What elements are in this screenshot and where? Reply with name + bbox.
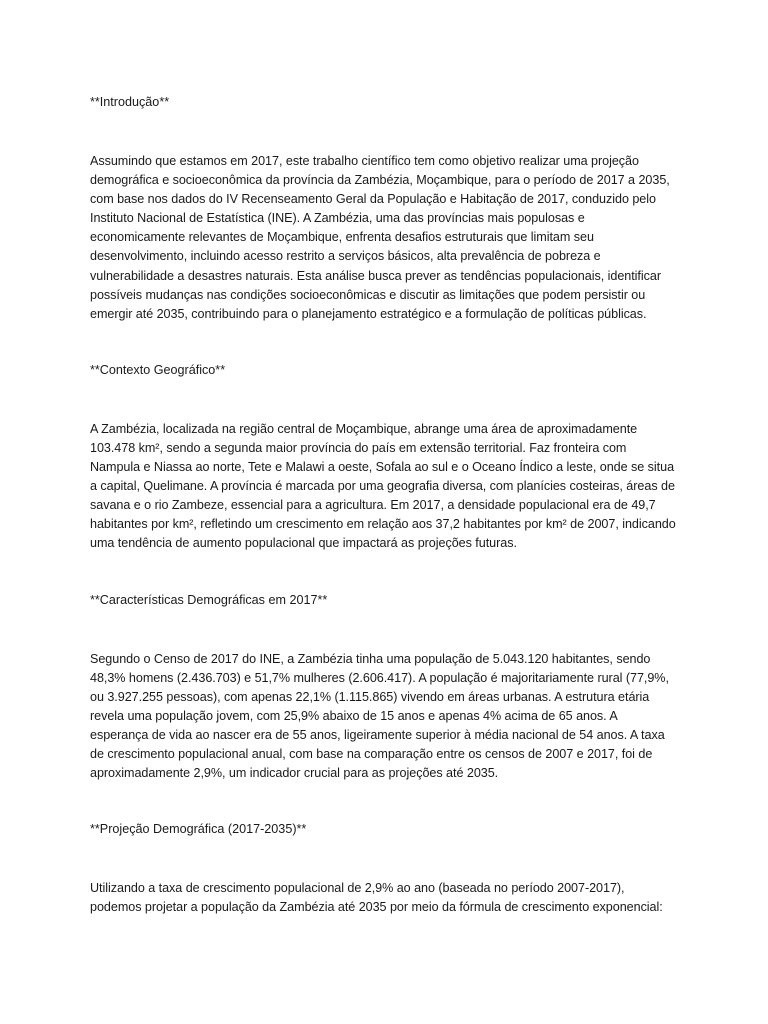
paragraph-introducao: Assumindo que estamos em 2017, este trabalho científico tem como objetivo realizar uma projeção demográfica e socioeconômica da província da Zambézia, Moçambique, para o período de 2017 a 2035, com base nos dados do IV Recenseamento Geral da População e Habitação de 2017, conduzido pelo Instituto Nacional de Estatística (INE). A Zambézia, uma das províncias mais populosas e economicamente relevantes de Moçambique, enfrenta desafios estruturais que limitam seu desenvolvimento, incluindo acesso restrito a serviços básicos, alta prevalência de pobreza e vulnerabilidade a desastres naturais. Esta análise busca prever as tendências populacionais, identificar possíveis mudanças nas condições socioeconômicas e discutir as limitações que podem persistir ou emergir até 2035, contribuindo para o planejamento estratégico e a formulação de políticas públicas.: [90, 154, 670, 321]
spacer: [90, 610, 678, 650]
paragraph-caracteristicas-demograficas: Segundo o Censo de 2017 do INE, a Zambézia tinha uma população de 5.043.120 habitantes, sendo 48,3% homens (2.436.703) e 51,7% mulheres (2.606.417). A população é majoritariamente rural (77,9%, ou 3.927.255 pessoas), com apenas 22,1% (1.115.865) vivendo em áreas urbanas. A estrutura etária revela uma população jovem, com 25,9% abaixo de 15 anos e apenas 4% acima de 65 anos. A esperança de vida ao nascer era de 55 anos, ligeiramente superior à média nacional de 54 anos. A taxa de crescimento populacional anual, com base na comparação entre os censos de 2007 e 2017, foi de aproximadamente 2,9%, um indicador crucial para as projeções até 2035.: [90, 651, 669, 781]
spacer: [90, 839, 678, 879]
spacer: [90, 324, 678, 361]
spacer: [90, 783, 678, 820]
spacer: [90, 112, 678, 152]
spacer: [90, 380, 678, 420]
section-heading-projecao-demografica: **Projeção Demográfica (2017-2035)**: [90, 822, 307, 837]
paragraph-contexto-geografico: A Zambézia, localizada na região central de Moçambique, abrange uma área de aproximadamente 103.478 km², sendo a segunda maior província do país em extensão territorial. Faz fronteira com Nampula e Niassa ao norte, Tete e Malawi a oeste, Sofala ao sul e o Oceano Índico a leste, onde se situa a capital, Quelimane. A província é marcada por uma geografia diversa, com planícies costeiras, áreas de savana e o rio Zambeze, essencial para a agricultura. Em 2017, a densidade populacional era de 49,7 habitantes por km², refletindo um crescimento em relação aos 37,2 habitantes por km² de 2007, indicando uma tendência de aumento populacional que impactará as projeções futuras.: [90, 421, 676, 551]
section-heading-introducao: **Introdução**: [90, 95, 170, 109]
paragraph-projecao-demografica: Utilizando a taxa de crescimento populacional de 2,9% ao ano (baseada no período 2007-2017), podemos projetar a população da Zambézia até 2035 por meio da fórmula de crescimento exponencial:: [90, 881, 663, 915]
spacer: [90, 554, 678, 591]
section-heading-contexto-geografico: **Contexto Geográfico**: [90, 362, 226, 377]
section-heading-caracteristicas-demograficas: **Características Demográficas em 2017**: [90, 592, 328, 607]
